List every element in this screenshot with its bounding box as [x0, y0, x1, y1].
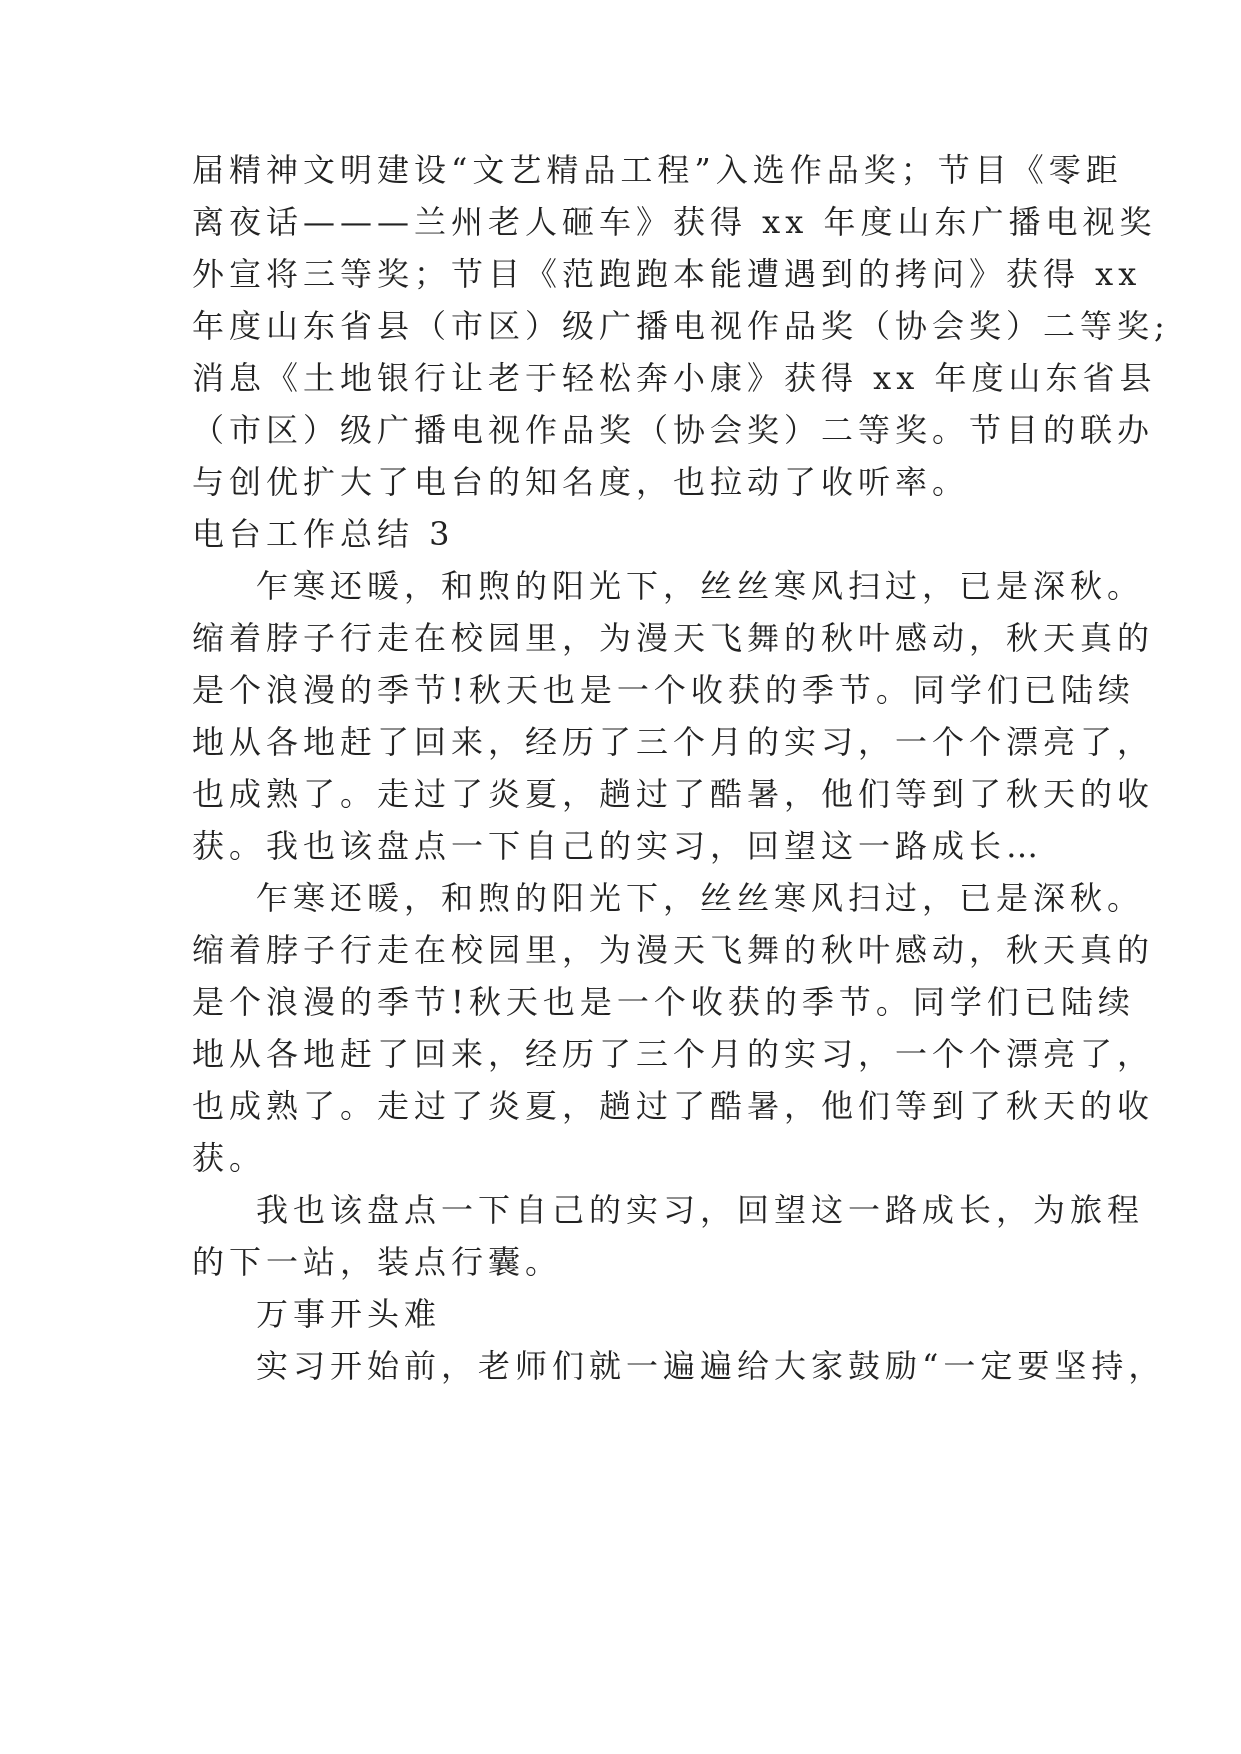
text-line: 地从各地赶了回来，经历了三个月的实习，一个个漂亮了，: [192, 1035, 1155, 1073]
text-line: （市区）级广播电视作品奖（协会奖）二等奖。节目的联办: [192, 411, 1155, 449]
text-line: 的下一站，装点行囊。: [192, 1243, 563, 1281]
paragraph-first-line: 乍寒还暖，和煦的阳光下，丝丝寒风扫过，已是深秋。: [256, 879, 1145, 917]
text-line: 地从各地赶了回来，经历了三个月的实习，一个个漂亮了，: [192, 723, 1155, 761]
text-line: 离夜话———兰州老人砸车》获得 xx 年度山东广播电视奖: [192, 203, 1157, 241]
text-line: 届精神文明建设“文艺精品工程”入选作品奖；节目《零距: [192, 151, 1123, 189]
text-line: 缩着脖子行走在校园里，为漫天飞舞的秋叶感动，秋天真的: [192, 931, 1155, 969]
text-line: 缩着脖子行走在校园里，为漫天飞舞的秋叶感动，秋天真的: [192, 619, 1155, 657]
text-line: 也成熟了。走过了炎夏，趟过了酷暑，他们等到了秋天的收: [192, 1087, 1155, 1125]
paragraph-first-line: 我也该盘点一下自己的实习，回望这一路成长，为旅程: [256, 1191, 1145, 1229]
subheading: 万事开头难: [256, 1295, 442, 1333]
section-heading: 电台工作总结 3: [192, 515, 455, 553]
paragraph-first-line: 乍寒还暖，和煦的阳光下，丝丝寒风扫过，已是深秋。: [256, 567, 1145, 605]
text-line: 是个浪漫的季节!秋天也是一个收获的季节。同学们已陆续: [192, 671, 1135, 709]
paragraph-first-line: 实习开始前，老师们就一遍遍给大家鼓励“一定要坚持，: [256, 1347, 1166, 1385]
text-line: 外宣将三等奖；节目《范跑跑本能遭遇到的拷问》获得 xx: [192, 255, 1142, 293]
text-line: 获。: [192, 1139, 267, 1177]
text-line: 是个浪漫的季节!秋天也是一个收获的季节。同学们已陆续: [192, 983, 1135, 1021]
text-line: 也成熟了。走过了炎夏，趟过了酷暑，他们等到了秋天的收: [192, 775, 1155, 813]
text-line: 消息《土地银行让老于轻松奔小康》获得 xx 年度山东省县: [192, 359, 1157, 397]
text-line: 获。我也该盘点一下自己的实习，回望这一路成长…: [192, 827, 1044, 865]
text-line: 与创优扩大了电台的知名度，也拉动了收听率。: [192, 463, 970, 501]
text-line: 年度山东省县（市区）级广播电视作品奖（协会奖）二等奖;: [192, 307, 1170, 345]
